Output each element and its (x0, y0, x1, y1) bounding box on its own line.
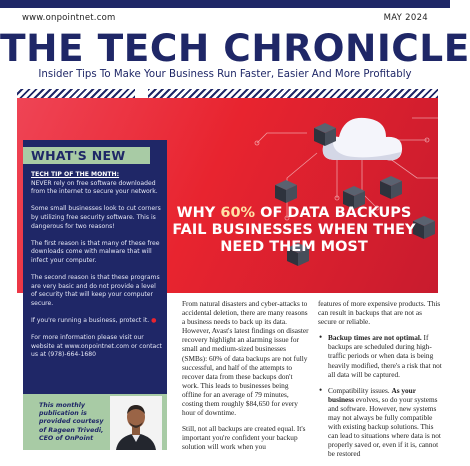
courtesy-text: This monthly publication is provided courtesy of Rageen Trivedi, CEO of OnPoint (39, 402, 104, 442)
sidebar-paragraph: Some small businesses look to cut corners by utilizing free security software. This is dangerous for two reasons! (31, 205, 161, 230)
hero-headline-end: OF DATA BACKUPS FAIL BUSINESSES WHEN THEY NEED THEM MOST (172, 205, 416, 255)
bullet-emphasis: As your business (328, 385, 416, 404)
article-paragraph: features of more expensive products. This can result in backups that are not as secure or reliable. (318, 299, 441, 327)
newsletter-tagline: Insider Tips To Make Your Business Run Faster, Easier And More Profitably (38, 69, 412, 80)
article-column-1 (182, 299, 309, 459)
decorative-stripes-right (148, 89, 438, 98)
article-column-2 (318, 299, 442, 466)
whats-new-title: WHAT'S NEW (31, 148, 126, 163)
hero-headline-stat: 60% (220, 205, 256, 221)
hero-headline (160, 205, 428, 256)
newsletter-title: THE TECH CHRONICLE (0, 26, 470, 70)
lock-icon: ● (151, 317, 157, 325)
sidebar-paragraph (31, 317, 163, 326)
website-url[interactable]: www.onpointnet.com (22, 13, 116, 23)
article-paragraph: Still, not all backups are created equal. It's important you're confident your backup solution will work when you (182, 424, 306, 452)
sidebar-paragraph: The first reason is that many of these free downloads come with malware that will infect your computer. (31, 239, 160, 264)
sidebar-text (31, 171, 163, 369)
bullet-text: evolves, so do your systems and software. However, new systems may not always be fully compatible with existing backup solutions. This can lead to situations where data is not properly saved or, even if it is, cannot be restored (328, 394, 441, 459)
tech-tip-heading: TECH TIP OF THE MONTH: (31, 171, 120, 178)
protect-it-text: If you're running a business, protect it. (31, 317, 150, 325)
ceo-portrait (110, 396, 162, 450)
list-item (318, 333, 442, 378)
bullet-text: If backups are scheduled during high-traffic periods or when data is being heavily modified, there's a risk that not all data will be captured. (328, 333, 442, 379)
hero-headline-start: WHY (176, 205, 221, 221)
bullet-lead: Compatibility issues. (328, 385, 392, 395)
ceo-portrait-image (110, 396, 162, 450)
article-bullet-list (318, 333, 442, 458)
issue-date: MAY 2024 (383, 13, 428, 23)
top-bar (0, 0, 450, 8)
list-item (318, 386, 442, 459)
bullet-lead: Backup times are not optimal. (328, 333, 422, 343)
tech-tip-text: NEVER rely on free software downloaded from the internet to secure your network. (31, 179, 158, 196)
decorative-stripes-left (17, 89, 135, 98)
article-paragraph: From natural disasters and cyber-attacks to accidental deletion, there are many reasons a business needs to back up its data. However, Avast's latest findings on disaster recovery highlight an alarming issue for small and medium-sized businesses (SMBs): 60% of data backups are not fully successful, and half of the attempts to recover data from these backups don't work. This leads to businesses being offline for an average of 79 minutes, costing them roughly $84,650 for every hour of downtime. (182, 299, 309, 418)
contact-info: For more information please visit our website at www.onpointnet.com or contact us at (978)-664-1680 (31, 334, 162, 359)
sidebar-paragraph: The second reason is that these programs are very basic and do not provide a level of security that will keep your computer secure. (31, 274, 160, 307)
